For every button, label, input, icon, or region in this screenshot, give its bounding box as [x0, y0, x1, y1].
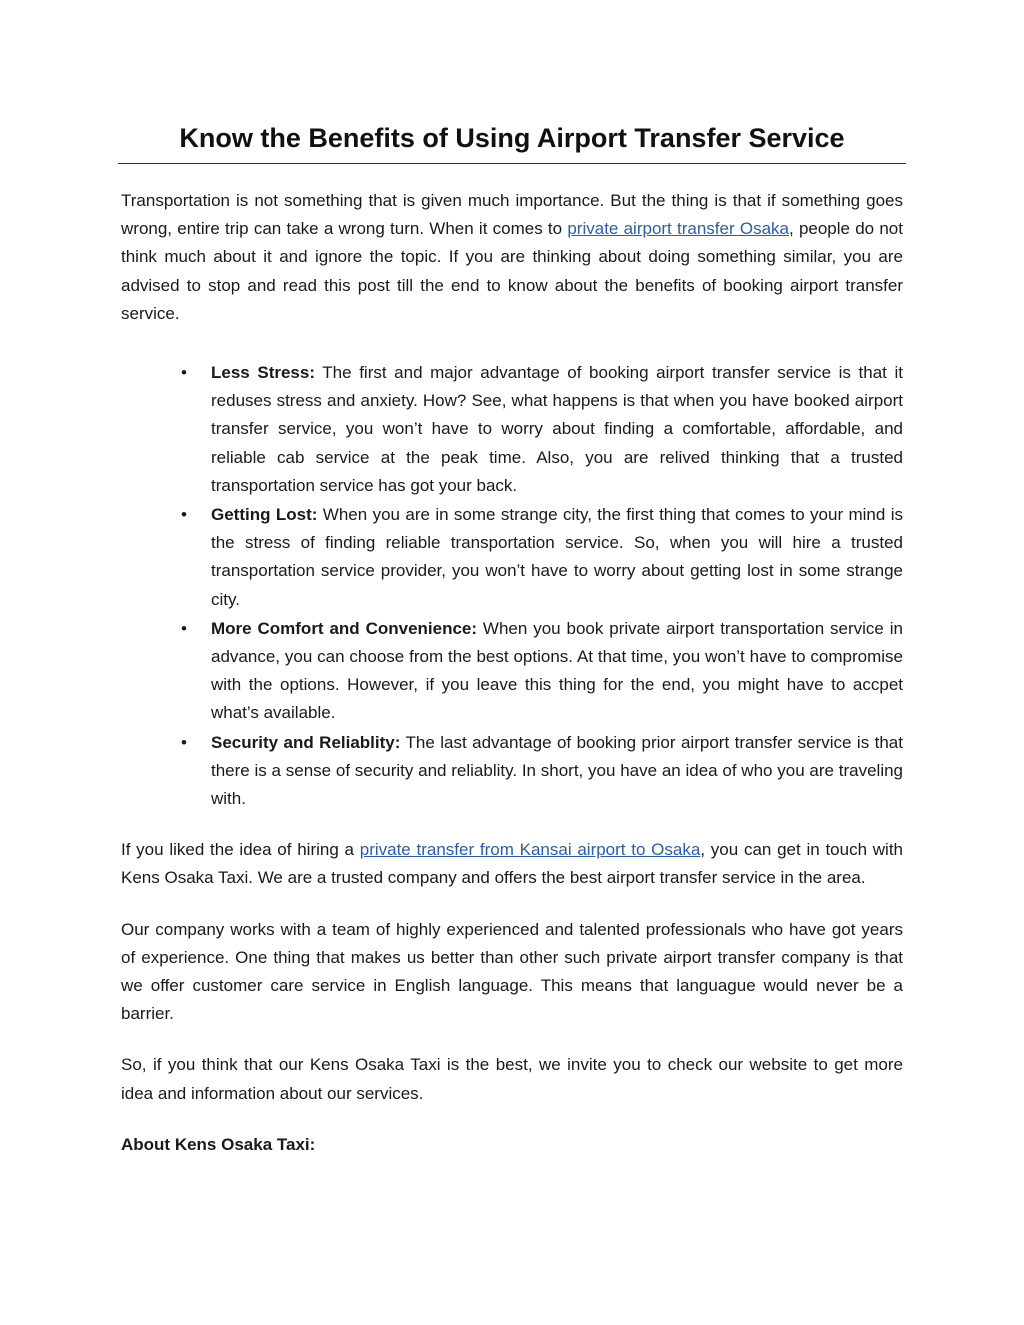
cta-text-after-link: , you can get in touch with Kens Osaka Taxi. We are a trusted company and offers the best airport transfer service in the area. [121, 840, 903, 888]
benefit-list-item [181, 501, 903, 614]
benefit-term: Security and Reliablity: [211, 732, 401, 752]
benefit-list-item [181, 615, 903, 728]
benefit-term: Getting Lost: [211, 505, 318, 525]
benefit-list-item [181, 359, 903, 500]
document-title: Know the Benefits of Using Airport Transfer Service [179, 123, 845, 153]
intro-text-before-link: Transportation is not something that is given much importance. But the thing is that if something goes wrong, entire trip can take a wrong turn. When it comes to [121, 191, 903, 239]
bullet-icon: • [181, 618, 187, 638]
private-airport-transfer-osaka-link[interactable]: private airport transfer Osaka [567, 219, 789, 239]
intro-paragraph [121, 187, 903, 328]
cta-text-before-link: If you liked the idea of hiring a [121, 840, 360, 860]
bullet-icon: • [181, 363, 187, 383]
bullet-icon: • [181, 505, 187, 525]
benefit-term: More Comfort and Convenience: [211, 618, 478, 638]
benefit-description: The last advantage of booking prior airport transfer service is that there is a sense of security and reliablity. In short, you have an idea of who you are traveling with. [211, 732, 903, 809]
bullet-icon: • [181, 732, 187, 752]
closing-paragraph: So, if you think that our Kens Osaka Taxi is the best, we invite you to check our website to get more idea and information about our services. [121, 1055, 903, 1103]
about-heading: About Kens Osaka Taxi: [121, 1134, 316, 1154]
document-body [121, 187, 903, 1182]
benefit-description: When you are in some strange city, the first thing that comes to your mind is the stress of finding reliable transportation service. So, when you will hire a trusted transportation service provider, you won’t have to worry about getting lost in some strange city. [211, 505, 903, 609]
benefits-list [121, 351, 903, 813]
benefit-description: When you book private airport transportation service in advance, you can choose from the best options. At that time, you won’t have to compromise with the options. However, if you leave this thing for the end, you might have to accpet what’s available. [211, 618, 903, 723]
benefit-list-item [181, 729, 903, 814]
cta-paragraph [121, 836, 903, 892]
kansai-airport-transfer-link[interactable]: private transfer from Kansai airport to Osaka [359, 840, 701, 860]
intro-text-after-link: , people do not think much about it and ignore the topic. If you are thinking about doing something similar, you are advised to stop and read this post till the end to know about the benefits of booking airport transfer service. [121, 219, 903, 323]
benefit-term: Less Stress: [211, 363, 315, 383]
team-paragraph: Our company works with a team of highly experienced and talented professionals who have got years of experience. One thing that makes us better than other such private airport transfer company is that we offer customer care service in English language. This means that languague would never be a barrier. [121, 919, 903, 1024]
title-underline-divider [118, 163, 906, 164]
benefit-description: The first and major advantage of booking airport transfer service is that it reduses stress and anxiety. How? See, what happens is that when you have booked airport transfer service, you won’t have to worry about finding a comfortable, affordable, and reliable cab service at the peak time. Also, you are relived thinking that a trusted transportation service has got your back. [211, 363, 903, 495]
